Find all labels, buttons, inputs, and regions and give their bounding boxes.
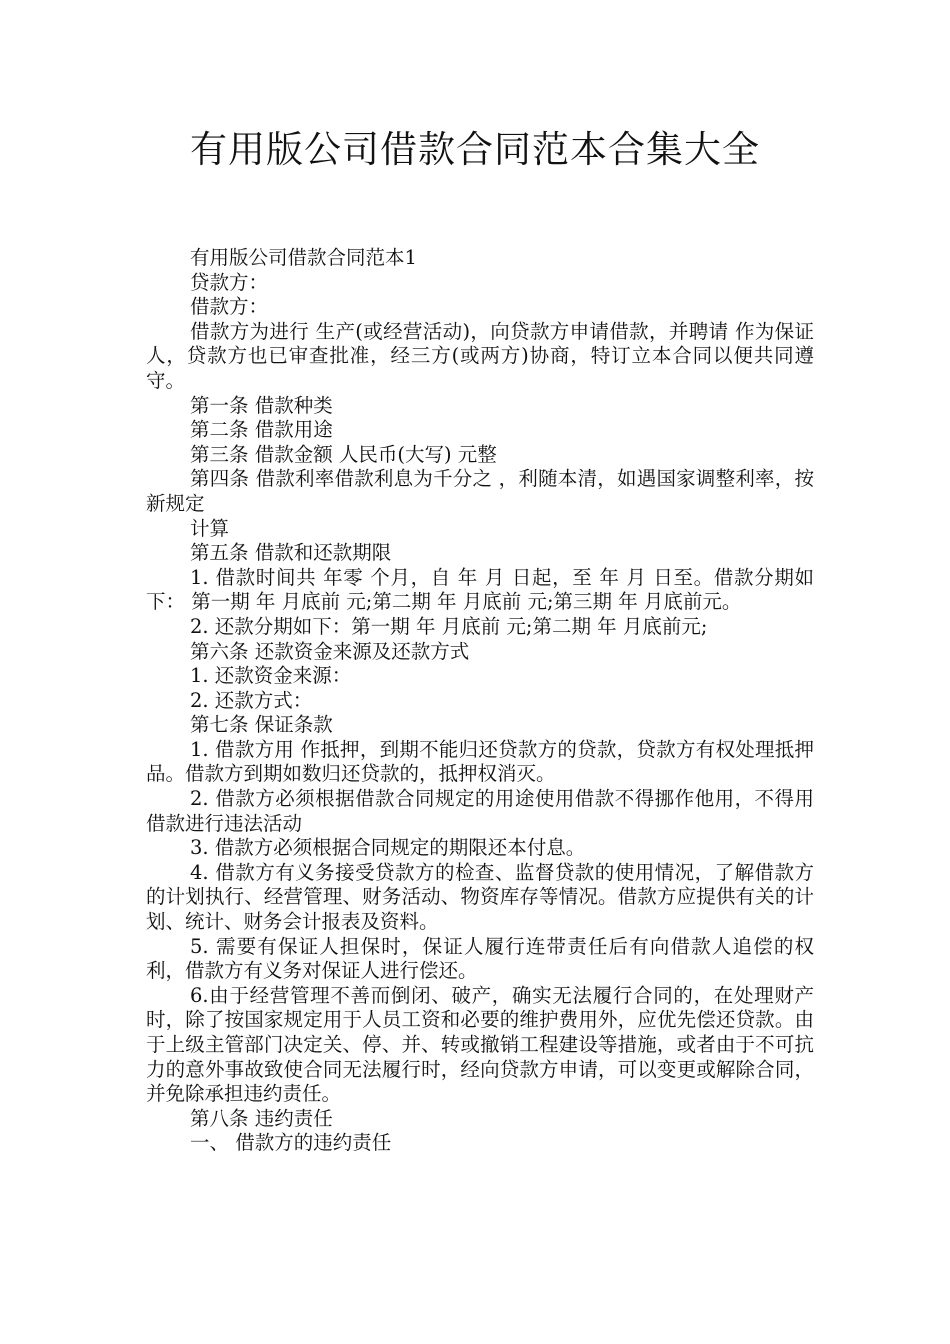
paragraph-preamble: 借款方为进行 生产(或经营活动)，向贷款方申请借款，并聘请 作为保证人，贷款方也已审查批准，经三方(或两方)协商，特订立本合同以便共同遵守。 (146, 319, 814, 392)
document-body (146, 246, 814, 1156)
paragraph-article-7-item-2: 2. 借款方必须根据借款合同规定的用途使用借款不得挪作他用，不得用借款进行违法活动 (146, 787, 814, 835)
paragraph-article-6: 第六条 还款资金来源及还款方式 (190, 639, 470, 663)
document-title: 有用版公司借款合同范本合集大全 (190, 128, 760, 171)
paragraph-article-5: 第五条 借款和还款期限 (190, 541, 392, 565)
paragraph-section-heading: 有用版公司借款合同范本1 (190, 246, 417, 269)
paragraph-article-7-item-3: 3. 借款方必须根据合同规定的期限还本付息。 (190, 836, 586, 860)
paragraph-article-7-item-6: 6.由于经营管理不善而倒闭、破产，确实无法履行合同的，在处理财产时，除了按国家规定用于人员工资和必要的维护费用外，应优先偿还贷款。由于上级主管部门决定关、停、并、转或撤销工程建设等措施，或者由于不可抗力的意外事故致使合同无法履行时，经向贷款方申请，可以变更或解除合同，并免除承担违约责任。 (146, 983, 814, 1106)
paragraph-article-1: 第一条 借款种类 (190, 393, 333, 417)
paragraph-article-7-item-5: 5. 需要有保证人担保时，保证人履行连带责任后有向借款人追偿的权利，借款方有义务对保证人进行偿还。 (146, 934, 814, 983)
paragraph-article-3: 第三条 借款金额 人民币(大写) 元整 (190, 442, 497, 466)
paragraph-article-7-item-4: 4. 借款方有义务接受贷款方的检查、监督贷款的使用情况，了解借款方的计划执行、经营管理、财务活动、物资库存等情况。借款方应提供有关的计划、统计、财务会计报表及资料。 (146, 860, 814, 934)
paragraph-article-6-item-2: 2. 还款方式： (190, 688, 313, 712)
paragraph-article-6-item-1: 1. 还款资金来源： (190, 664, 352, 688)
paragraph-borrower: 借款方： (190, 295, 269, 319)
paragraph-article-2: 第二条 借款用途 (190, 418, 333, 442)
paragraph-calculation: 计算 (190, 516, 230, 540)
paragraph-article-7: 第七条 保证条款 (190, 713, 333, 737)
paragraph-article-4: 第四条 借款利率借款利息为千分之 ，利随本清，如遇国家调整利率，按新规定 (146, 467, 814, 515)
paragraph-article-8-item-1: 一、 借款方的违约责任 (190, 1131, 392, 1155)
paragraph-lender: 贷款方： (190, 270, 269, 294)
paragraph-article-5-item-2: 2. 还款分期如下：第一期 年 月底前 元;第二期 年 月底前元; (190, 614, 708, 638)
paragraph-article-8: 第八条 违约责任 (190, 1106, 333, 1130)
paragraph-article-5-item-1: 1. 借款时间共 年零 个月，自 年 月 日起，至 年 月 日至。借款分期如下： 第一期 年 月底前 元;第二期 年 月底前 元;第三期 年 月底前元。 (146, 565, 814, 614)
paragraph-article-7-item-1: 1. 借款方用 作抵押，到期不能归还贷款方的贷款，贷款方有权处理抵押品。借款方到期如数归还贷款的，抵押权消灭。 (146, 737, 814, 786)
